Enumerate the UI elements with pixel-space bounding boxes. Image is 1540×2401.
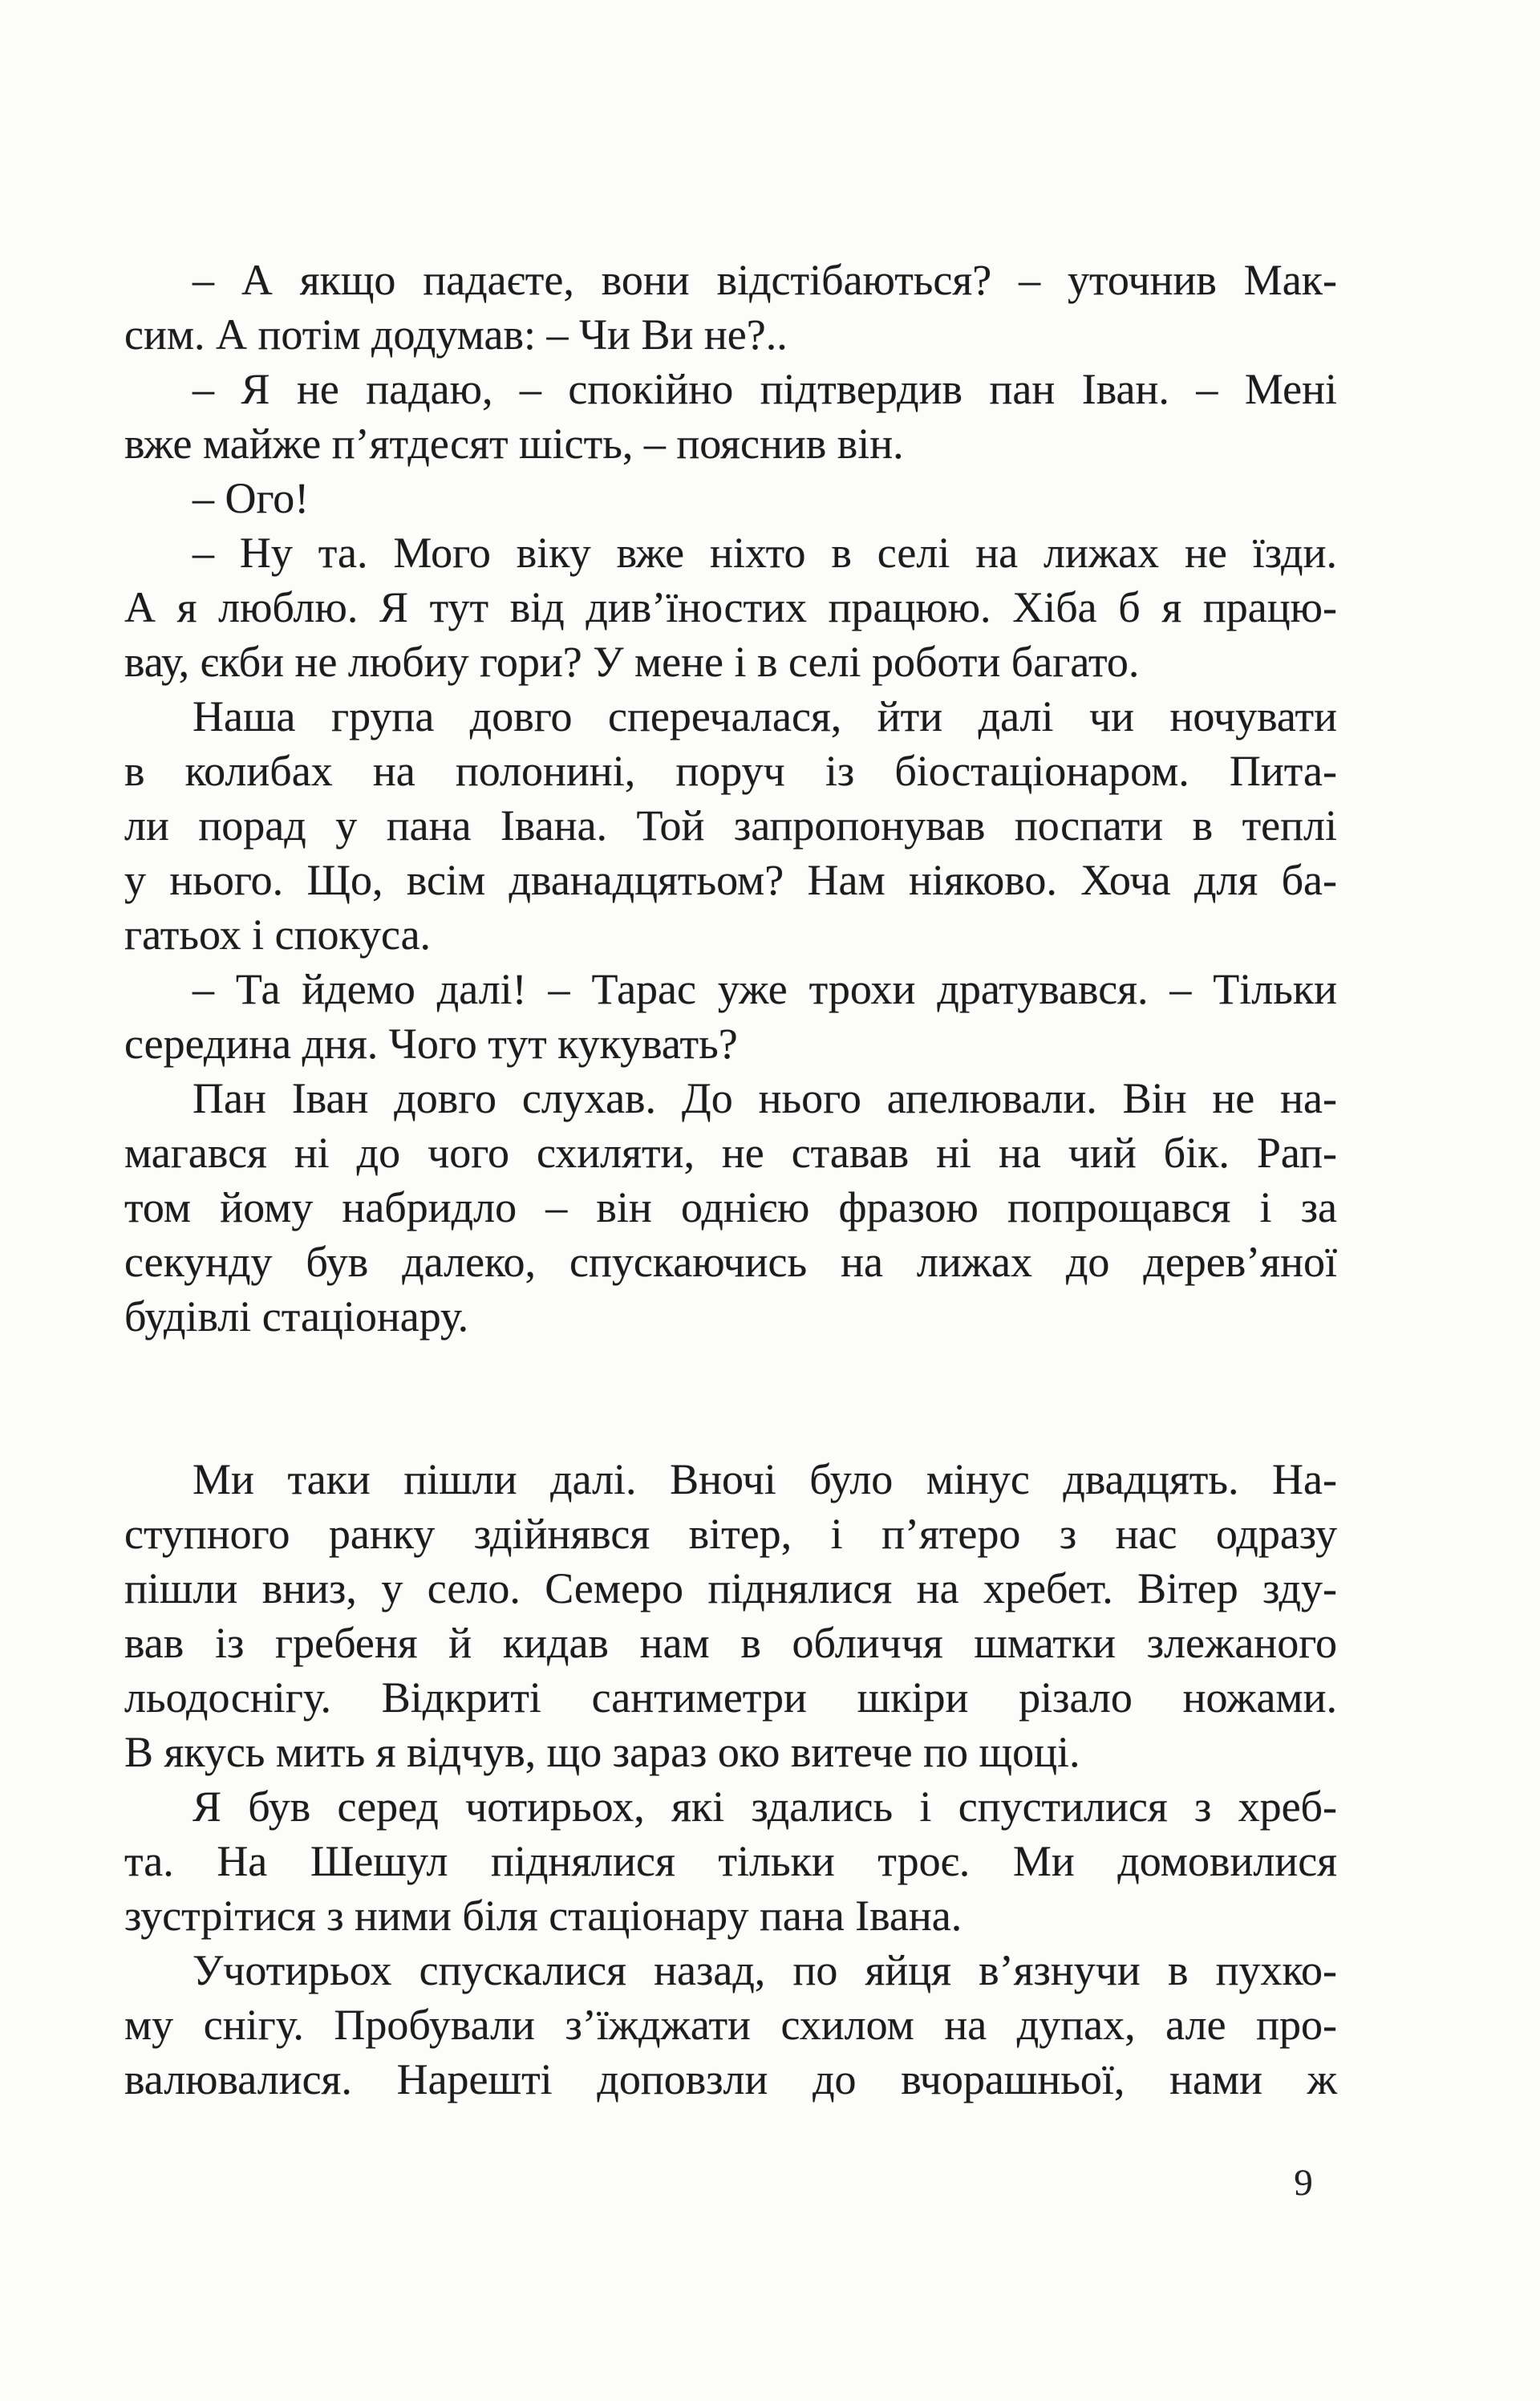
text-line: ли порад у пана Івана. Той запропонував поспати в теплі: [124, 801, 1337, 850]
text-line: вже майже п’ятдесят шість, – пояснив він.: [124, 420, 904, 468]
text-line: валювалися. Нарешті доповзли до вчорашньої, нами ж: [124, 2055, 1337, 2103]
text-line: Учотирьох спускалися назад, по яйця в’язнучи в пухко-: [192, 1946, 1337, 1994]
text-line: в колибах на полонині, поруч із біостаціонаром. Пита-: [124, 747, 1337, 795]
text-line: – А якщо падаєте, вони відстібаються? – уточнив Мак-: [192, 256, 1337, 304]
text-line: сим. А потім додумав: – Чи Ви не?..: [124, 310, 788, 359]
paragraph: [124, 1452, 1337, 1779]
text-line: му снігу. Пробували з’їжджати схилом на дупах, але про-: [124, 2001, 1337, 2049]
paragraph: [124, 1071, 1337, 1344]
text-line: у нього. Що, всім дванадцятьом? Нам ніяково. Хоча для ба-: [124, 856, 1337, 904]
paragraph: [124, 362, 1337, 471]
paragraph: [124, 525, 1337, 689]
text-line: Я був серед чотирьох, які здались і спустилися з хреб-: [192, 1782, 1337, 1831]
text-line: ступного ранку здійнявся вітер, і п’ятеро з нас одразу: [124, 1510, 1337, 1558]
text-line: магався ні до чого схиляти, не ставав ні на чий бік. Рап-: [124, 1129, 1337, 1177]
text-line: льодоснігу. Відкриті сантиметри шкіри різало ножами.: [124, 1673, 1337, 1722]
text-line: – Ого!: [192, 474, 310, 522]
text-line: Ми таки пішли далі. Вночі було мінус двадцять. На-: [192, 1455, 1337, 1503]
paragraph: [124, 689, 1337, 962]
paragraph: [124, 1779, 1337, 1943]
text-line: вау, єкби не любиу гори? У мене і в селі роботи багато.: [124, 638, 1140, 686]
text-line: вав із гребеня й кидав нам в обличчя шматки злежаного: [124, 1619, 1337, 1667]
text-line: гатьох і спокуса.: [124, 911, 432, 959]
text-line: будівлі стаціонару.: [124, 1292, 469, 1340]
text-line: – Та йдемо далі! – Тарас уже трохи дратувався. – Тільки: [192, 965, 1337, 1013]
text-line: зустрітися з ними біля стаціонару пана Івана.: [124, 1892, 962, 1940]
text-line: том йому набридло – він однією фразою попрощався і за: [124, 1183, 1337, 1231]
paragraph: [124, 962, 1337, 1071]
text-line: секунду був далеко, спускаючись на лижах до дерев’яної: [124, 1238, 1337, 1286]
text-line: середина дня. Чого тут кукувать?: [124, 1020, 738, 1068]
text-line: Пан Іван довго слухав. До нього апелювали. Він не на-: [192, 1074, 1337, 1122]
text-line: пішли вниз, у село. Семеро піднялися на хребет. Вітер зду-: [124, 1564, 1337, 1612]
text-line: – Ну та. Мого віку вже ніхто в селі на лижах не їзди.: [192, 529, 1337, 577]
page-text: [124, 253, 1337, 2107]
text-line: – Я не падаю, – спокійно підтвердив пан Іван. – Мені: [192, 365, 1337, 413]
paragraph: [124, 1943, 1337, 2107]
paragraph: [124, 253, 1337, 362]
text-line: та. На Шешул піднялися тільки троє. Ми домовилися: [124, 1837, 1337, 1885]
text-line: А я люблю. Я тут від див’їностих працюю. Хіба б я працю-: [124, 583, 1337, 631]
page-number: 9: [1294, 2162, 1313, 2204]
text-line: В якусь мить я відчув, що зараз око витече по щоці.: [124, 1728, 1080, 1776]
paragraph: [124, 471, 1337, 525]
text-line: Наша група довго сперечалася, йти далі чи ночувати: [192, 692, 1337, 740]
